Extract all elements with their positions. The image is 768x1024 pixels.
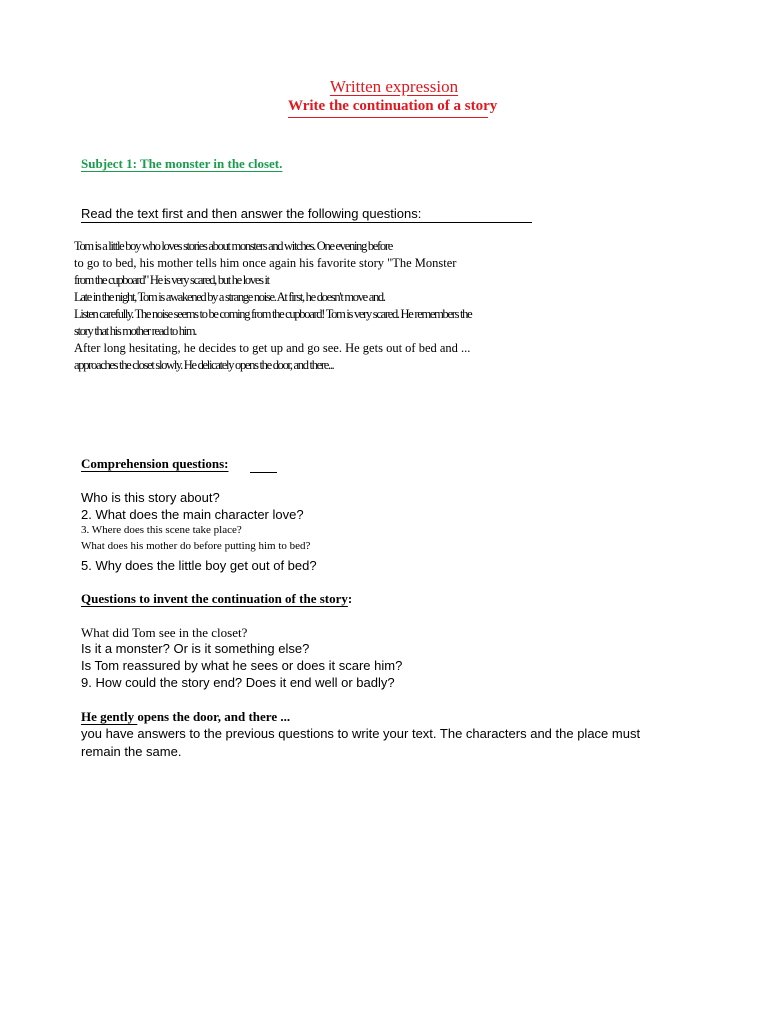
story-line: Tom is a little boy who loves stories about monsters and witches. One evening before	[74, 239, 392, 253]
document-title: Written expression	[329, 77, 459, 96]
invent-question: Is Tom reassured by what he sees or does it scare him?	[81, 658, 403, 673]
comprehension-question: What does his mother do before putting him to bed?	[81, 540, 311, 552]
subtitle-underline	[288, 117, 488, 118]
instruction-underline	[81, 222, 532, 223]
comprehension-heading-underline	[250, 472, 277, 473]
invent-question: Is it a monster? Or is it something else?	[81, 641, 310, 656]
story-line: story that his mother read to him.	[74, 324, 197, 338]
subject-heading: Subject 1: The monster in the closet.	[81, 156, 283, 171]
final-lead	[81, 709, 290, 725]
final-lead-underlined: He gently	[81, 709, 138, 724]
comprehension-question: 5. Why does the little boy get out of bed?	[81, 558, 317, 573]
instruction-text: Read the text first and then answer the following questions:	[81, 206, 422, 221]
comprehension-question: 3. Where does this scene take place?	[81, 524, 242, 536]
story-line: from the cupboard" He is very scared, but he loves it	[74, 273, 269, 287]
comprehension-question: Who is this story about?	[81, 490, 220, 505]
document-subtitle: Write the continuation of a story	[288, 98, 498, 114]
story-line: After long hesitating, he decides to get up and go see. He gets out of bed and ...	[74, 341, 471, 355]
invent-question: 9. How could the story end? Does it end well or badly?	[81, 675, 395, 690]
story-line: Late in the night, Tom is awakened by a strange noise. At first, he doesn't move and.	[74, 290, 385, 304]
story-line: to go to bed, his mother tells him once again his favorite story "The Monster	[74, 256, 457, 270]
invent-question: What did Tom see in the closet?	[81, 625, 248, 640]
story-line: Listen carefully. The noise seems to be coming from the cupboard! Tom is very scared. He remembers the	[74, 307, 472, 321]
final-lead-rest: opens the door, and there ...	[137, 709, 291, 724]
invent-heading	[81, 591, 352, 607]
invent-heading-colon: :	[347, 591, 353, 606]
comprehension-heading: Comprehension questions:	[81, 456, 229, 471]
final-instruction: you have answers to the previous questions to write your text. The characters and the place must remain the same.	[81, 726, 641, 759]
comprehension-question: 2. What does the main character love?	[81, 507, 304, 522]
story-line: approaches the closet slowly. He delicately opens the door, and there...	[74, 358, 334, 372]
invent-heading-text: Questions to invent the continuation of the story	[81, 591, 348, 606]
